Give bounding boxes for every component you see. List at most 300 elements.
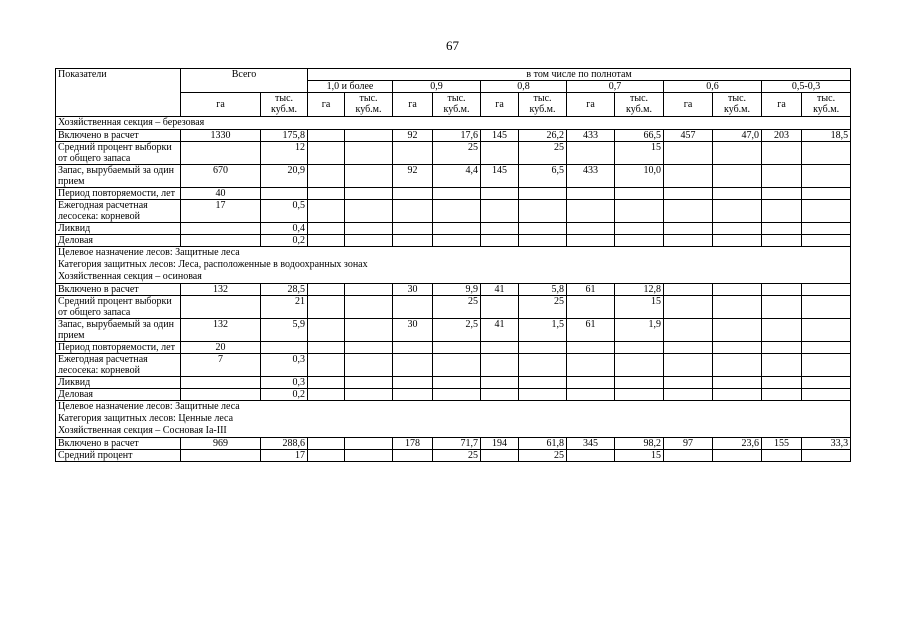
cell-value: 132 <box>181 319 261 342</box>
cell-value <box>567 377 615 389</box>
cell-value <box>345 450 393 462</box>
cell-value <box>802 354 851 377</box>
cell-value <box>481 223 519 235</box>
cell-value <box>713 377 762 389</box>
cell-value <box>345 130 393 142</box>
cell-value <box>802 235 851 247</box>
cell-value <box>519 200 567 223</box>
cell-value: 15 <box>615 142 664 165</box>
unit-volume-line1: тыс. <box>727 93 747 104</box>
cell-value <box>713 188 762 200</box>
unit-volume-line1: тыс. <box>447 93 466 104</box>
cell-value <box>762 377 802 389</box>
cell-value: 15 <box>615 450 664 462</box>
cell-value <box>181 142 261 165</box>
cell-value <box>308 389 345 401</box>
cell-value <box>802 319 851 342</box>
cell-value <box>519 235 567 247</box>
cell-value: 97 <box>664 438 713 450</box>
cell-value: 194 <box>481 438 519 450</box>
header-indicators: Показатели <box>56 69 181 117</box>
unit-ha: га <box>567 93 615 117</box>
cell-value: 12,8 <box>615 284 664 296</box>
cell-value <box>664 284 713 296</box>
cell-value <box>567 342 615 354</box>
row-label: Ликвид <box>56 377 181 389</box>
row-label: Ежегодная расчетная лесосека: корневой <box>56 200 181 223</box>
section-header-line: Категория защитных лесов: Ценные леса <box>58 413 234 424</box>
cell-value: 41 <box>481 284 519 296</box>
cell-value <box>433 188 481 200</box>
cell-value <box>481 235 519 247</box>
row-label: Деловая <box>56 235 181 247</box>
cell-value <box>519 389 567 401</box>
header-row-1 <box>56 69 851 81</box>
cell-value <box>393 188 433 200</box>
cell-value: 20 <box>181 342 261 354</box>
cell-value <box>615 235 664 247</box>
cell-value <box>481 450 519 462</box>
cell-value <box>308 200 345 223</box>
cell-value: 61 <box>567 319 615 342</box>
cell-value: 15 <box>615 296 664 319</box>
table-row <box>56 438 851 450</box>
table-row <box>56 354 851 377</box>
cell-value <box>713 296 762 319</box>
cell-value: 40 <box>181 188 261 200</box>
section-header-line: Хозяйственная секция – Сосновая Ia-III <box>58 425 227 436</box>
cell-value <box>181 235 261 247</box>
cell-value <box>481 354 519 377</box>
unit-volume <box>615 93 664 117</box>
cell-value <box>345 188 393 200</box>
cell-value <box>261 342 308 354</box>
table-row <box>56 130 851 142</box>
header-density-2: 0,9 <box>393 81 481 93</box>
cell-value: 0,3 <box>261 354 308 377</box>
cell-value <box>664 142 713 165</box>
cell-value <box>615 342 664 354</box>
cell-value <box>308 130 345 142</box>
cell-value <box>481 142 519 165</box>
cell-value: 47,0 <box>713 130 762 142</box>
table-row <box>56 377 851 389</box>
row-label: Период повторяемости, лет <box>56 188 181 200</box>
cell-value: 25 <box>433 450 481 462</box>
cell-value <box>664 354 713 377</box>
cell-value <box>802 342 851 354</box>
cell-value <box>567 296 615 319</box>
cell-value <box>393 377 433 389</box>
cell-value <box>567 223 615 235</box>
cell-value <box>345 296 393 319</box>
cell-value: 0,3 <box>261 377 308 389</box>
unit-volume-line2: куб.м. <box>529 104 556 115</box>
cell-value: 10,0 <box>615 165 664 188</box>
unit-volume-line2: куб.м. <box>270 104 297 115</box>
cell-value: 203 <box>762 130 802 142</box>
unit-volume-line2: куб.м. <box>443 104 470 115</box>
cell-value <box>615 354 664 377</box>
unit-ha: га <box>664 93 713 117</box>
cell-value: 17,6 <box>433 130 481 142</box>
table-row <box>56 200 851 223</box>
row-label: Включено в расчет <box>56 284 181 296</box>
cell-value: 30 <box>393 284 433 296</box>
cell-value <box>664 188 713 200</box>
section-header <box>56 247 851 284</box>
cell-value <box>181 296 261 319</box>
cell-value <box>664 389 713 401</box>
cell-value: 969 <box>181 438 261 450</box>
page-number: 67 <box>446 38 459 53</box>
cell-value: 145 <box>481 165 519 188</box>
cell-value <box>567 188 615 200</box>
cell-value: 61 <box>567 284 615 296</box>
section-header-line: Хозяйственная секция – осиновая <box>58 271 202 282</box>
cell-value <box>481 389 519 401</box>
row-label: Средний процент выборки от общего запаса <box>56 296 181 319</box>
cell-value: 23,6 <box>713 438 762 450</box>
cell-value: 92 <box>393 130 433 142</box>
cell-value: 25 <box>433 142 481 165</box>
cell-value <box>713 319 762 342</box>
cell-value <box>713 200 762 223</box>
header-density-6: 0,5-0,3 <box>762 81 851 93</box>
section-header <box>56 117 851 130</box>
cell-value: 4,4 <box>433 165 481 188</box>
table-row <box>56 319 851 342</box>
cell-value <box>762 142 802 165</box>
cell-value <box>345 284 393 296</box>
unit-volume-line2: куб.м. <box>355 104 382 115</box>
cell-value <box>713 342 762 354</box>
cell-value <box>481 377 519 389</box>
cell-value <box>308 438 345 450</box>
cell-value <box>308 377 345 389</box>
table-row <box>56 223 851 235</box>
cell-value <box>433 377 481 389</box>
cell-value <box>567 235 615 247</box>
header-density-4: 0,7 <box>567 81 664 93</box>
cell-value: 0,4 <box>261 223 308 235</box>
cell-value <box>345 319 393 342</box>
cell-value <box>664 223 713 235</box>
cell-value <box>519 342 567 354</box>
unit-ha: га <box>481 93 519 117</box>
cell-value: 20,9 <box>261 165 308 188</box>
cell-value <box>181 389 261 401</box>
table-row <box>56 284 851 296</box>
cell-value <box>802 284 851 296</box>
cell-value: 98,2 <box>615 438 664 450</box>
cell-value <box>762 389 802 401</box>
cell-value <box>567 354 615 377</box>
cell-value <box>345 438 393 450</box>
unit-volume <box>433 93 481 117</box>
cell-value: 1,5 <box>519 319 567 342</box>
cell-value <box>802 389 851 401</box>
section-header <box>56 401 851 438</box>
cell-value <box>345 354 393 377</box>
cell-value <box>567 450 615 462</box>
cell-value <box>393 450 433 462</box>
cell-value <box>481 342 519 354</box>
unit-volume-line1: тыс. <box>359 93 378 104</box>
table-row <box>56 235 851 247</box>
unit-volume-line2: куб.м. <box>625 104 652 115</box>
section-header-line: Хозяйственная секция – березовая <box>58 117 205 128</box>
cell-value <box>261 188 308 200</box>
cell-value <box>393 235 433 247</box>
section-header-row <box>56 117 851 130</box>
unit-volume <box>519 93 567 117</box>
cell-value <box>567 200 615 223</box>
table-row <box>56 450 851 462</box>
cell-value: 155 <box>762 438 802 450</box>
cell-value: 26,2 <box>519 130 567 142</box>
cell-value <box>664 319 713 342</box>
cell-value <box>433 200 481 223</box>
cell-value: 18,5 <box>802 130 851 142</box>
cell-value: 433 <box>567 130 615 142</box>
cell-value <box>713 223 762 235</box>
table-row <box>56 188 851 200</box>
unit-volume <box>802 93 851 117</box>
cell-value <box>345 165 393 188</box>
cell-value: 30 <box>393 319 433 342</box>
cell-value <box>481 296 519 319</box>
unit-ha: га <box>762 93 802 117</box>
cell-value: 1,9 <box>615 319 664 342</box>
cell-value <box>802 142 851 165</box>
cell-value <box>762 235 802 247</box>
unit-volume <box>345 93 393 117</box>
row-label: Запас, вырубаемый за один прием <box>56 319 181 342</box>
cell-value <box>393 389 433 401</box>
cell-value: 0,5 <box>261 200 308 223</box>
cell-value: 670 <box>181 165 261 188</box>
cell-value <box>393 142 433 165</box>
header-by-density: в том числе по полнотам <box>308 69 851 81</box>
cell-value: 0,2 <box>261 389 308 401</box>
cell-value <box>802 296 851 319</box>
cell-value <box>308 342 345 354</box>
cell-value: 25 <box>519 450 567 462</box>
cell-value: 5,8 <box>519 284 567 296</box>
cell-value: 5,9 <box>261 319 308 342</box>
section-header-line: Целевое назначение лесов: Защитные леса <box>58 247 240 258</box>
cell-value: 41 <box>481 319 519 342</box>
unit-ha: га <box>308 93 345 117</box>
cell-value <box>713 284 762 296</box>
cell-value <box>433 235 481 247</box>
unit-volume-line1: тыс. <box>629 93 649 104</box>
table-row <box>56 342 851 354</box>
cell-value <box>762 354 802 377</box>
cell-value <box>664 235 713 247</box>
cell-value <box>308 354 345 377</box>
cell-value <box>802 450 851 462</box>
section-header-row <box>56 401 851 438</box>
cell-value <box>762 342 802 354</box>
cell-value <box>345 223 393 235</box>
cell-value <box>615 188 664 200</box>
header-density-5: 0,6 <box>664 81 762 93</box>
cell-value <box>433 223 481 235</box>
cell-value <box>308 450 345 462</box>
cell-value <box>308 188 345 200</box>
cell-value: 175,8 <box>261 130 308 142</box>
section-header-line: Категория защитных лесов: Леса, расположенные в водоохранных зонах <box>58 259 368 270</box>
cell-value: 7 <box>181 354 261 377</box>
cell-value <box>664 450 713 462</box>
cell-value: 92 <box>393 165 433 188</box>
cell-value: 17 <box>181 200 261 223</box>
cell-value <box>345 342 393 354</box>
cell-value <box>664 342 713 354</box>
cell-value <box>519 354 567 377</box>
cell-value <box>393 342 433 354</box>
cell-value: 17 <box>261 450 308 462</box>
cell-value <box>481 188 519 200</box>
row-label: Включено в расчет <box>56 438 181 450</box>
cell-value: 61,8 <box>519 438 567 450</box>
cell-value <box>713 354 762 377</box>
cell-value: 345 <box>567 438 615 450</box>
row-label: Ежегодная расчетная лесосека: корневой <box>56 354 181 377</box>
cell-value: 457 <box>664 130 713 142</box>
cell-value <box>762 223 802 235</box>
unit-volume-line1: тыс. <box>274 93 294 104</box>
header-density-3: 0,8 <box>481 81 567 93</box>
row-label: Средний процент выборки от общего запаса <box>56 142 181 165</box>
row-label: Средний процент <box>56 450 181 462</box>
cell-value <box>345 142 393 165</box>
allowable-cut-table <box>55 68 851 462</box>
cell-value <box>433 342 481 354</box>
cell-value <box>713 142 762 165</box>
cell-value <box>481 200 519 223</box>
cell-value: 2,5 <box>433 319 481 342</box>
cell-value <box>664 296 713 319</box>
cell-value <box>615 389 664 401</box>
table-row <box>56 165 851 188</box>
cell-value <box>713 450 762 462</box>
cell-value: 21 <box>261 296 308 319</box>
cell-value <box>308 319 345 342</box>
table-row <box>56 296 851 319</box>
cell-value <box>615 223 664 235</box>
cell-value <box>519 188 567 200</box>
unit-volume-line1: тыс. <box>817 93 836 104</box>
cell-value: 132 <box>181 284 261 296</box>
header-density-1: 1,0 и более <box>308 81 393 93</box>
row-label: Ликвид <box>56 223 181 235</box>
cell-value <box>762 319 802 342</box>
cell-value <box>567 142 615 165</box>
cell-value <box>567 389 615 401</box>
cell-value <box>433 389 481 401</box>
cell-value <box>802 223 851 235</box>
cell-value <box>308 296 345 319</box>
cell-value: 178 <box>393 438 433 450</box>
row-label: Период повторяемости, лет <box>56 342 181 354</box>
cell-value: 9,9 <box>433 284 481 296</box>
unit-volume-line2: куб.м. <box>723 104 750 115</box>
table-row <box>56 389 851 401</box>
unit-volume-line1: тыс. <box>533 93 552 104</box>
cell-value <box>664 377 713 389</box>
cell-value <box>615 200 664 223</box>
cell-value <box>802 200 851 223</box>
cell-value <box>713 389 762 401</box>
cell-value <box>345 200 393 223</box>
section-header-row <box>56 247 851 284</box>
cell-value <box>393 296 433 319</box>
cell-value <box>308 142 345 165</box>
unit-volume-line2: куб.м. <box>813 104 840 115</box>
cell-value: 145 <box>481 130 519 142</box>
header-total: Всего <box>181 69 308 93</box>
cell-value <box>802 377 851 389</box>
cell-value <box>762 450 802 462</box>
cell-value <box>345 389 393 401</box>
unit-volume <box>261 93 308 117</box>
cell-value <box>181 377 261 389</box>
unit-volume <box>713 93 762 117</box>
cell-value: 33,3 <box>802 438 851 450</box>
cell-value <box>393 223 433 235</box>
cell-value <box>181 223 261 235</box>
cell-value <box>308 223 345 235</box>
cell-value <box>762 200 802 223</box>
cell-value <box>181 450 261 462</box>
cell-value <box>802 165 851 188</box>
cell-value <box>345 377 393 389</box>
cell-value <box>519 377 567 389</box>
cell-value <box>762 165 802 188</box>
cell-value: 288,6 <box>261 438 308 450</box>
cell-value <box>713 235 762 247</box>
row-label: Включено в расчет <box>56 130 181 142</box>
cell-value: 71,7 <box>433 438 481 450</box>
cell-value <box>433 354 481 377</box>
cell-value: 12 <box>261 142 308 165</box>
section-header-line: Целевое назначение лесов: Защитные леса <box>58 401 240 412</box>
cell-value: 25 <box>519 142 567 165</box>
cell-value <box>762 284 802 296</box>
cell-value: 1330 <box>181 130 261 142</box>
cell-value <box>802 188 851 200</box>
cell-value <box>664 200 713 223</box>
cell-value <box>713 165 762 188</box>
cell-value: 25 <box>433 296 481 319</box>
unit-ha: га <box>181 93 261 117</box>
cell-value: 25 <box>519 296 567 319</box>
cell-value <box>664 165 713 188</box>
cell-value: 0,2 <box>261 235 308 247</box>
cell-value: 66,5 <box>615 130 664 142</box>
cell-value <box>393 200 433 223</box>
cell-value <box>762 188 802 200</box>
cell-value <box>308 235 345 247</box>
cell-value <box>393 354 433 377</box>
cell-value <box>615 377 664 389</box>
cell-value <box>762 296 802 319</box>
row-label: Запас, вырубаемый за один прием <box>56 165 181 188</box>
unit-ha: га <box>393 93 433 117</box>
